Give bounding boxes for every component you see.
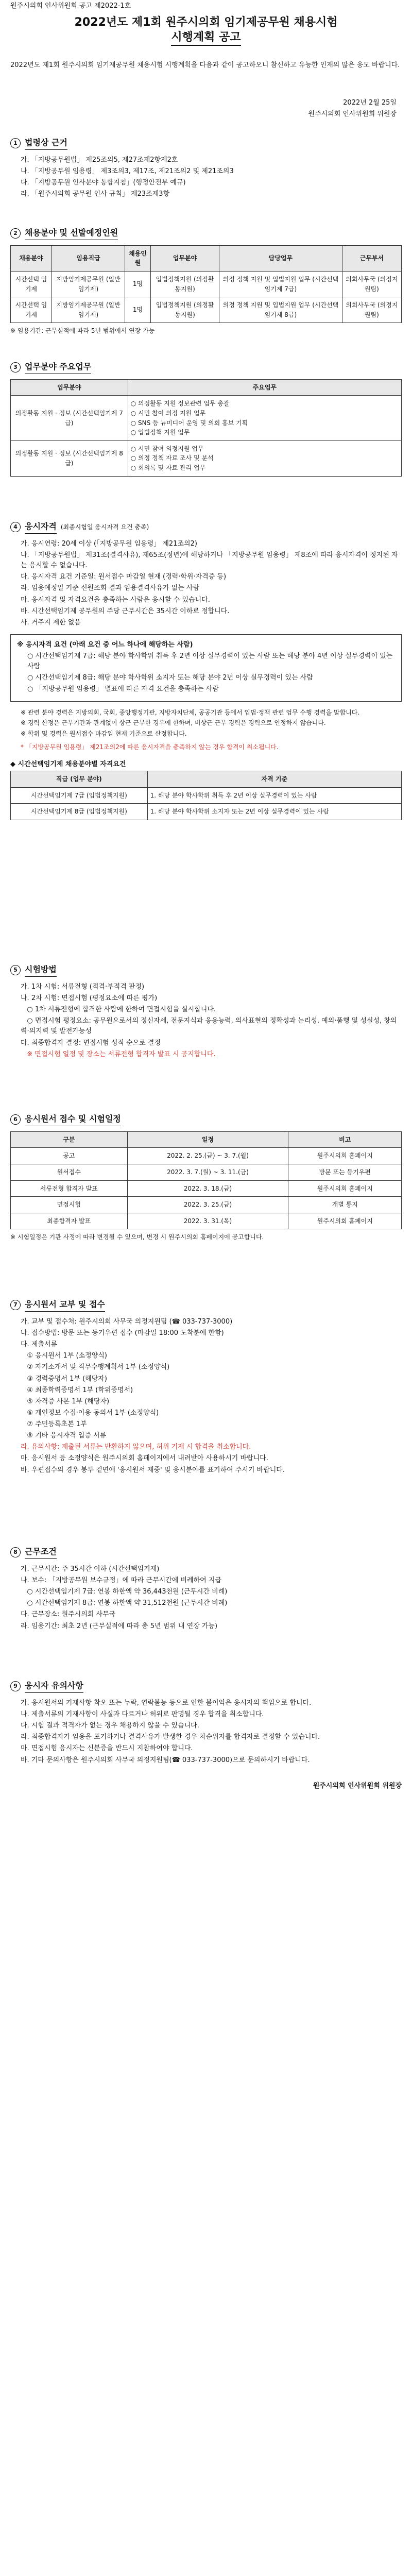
- list-item: 다. 「지방공무원 인사분야 통합지침」(행정안전부 예규): [21, 179, 186, 187]
- table-cell: 의정 정책 지원 및 입법지원 업무 (시간선택임기제 7급): [219, 271, 342, 297]
- list-item: ○ 시간선택임기제 8급: 해당 분야 학사학위 소지자 또는 해당 분야 2년 이상 실무경력이 있는 사람: [27, 674, 313, 682]
- warning-note: * 「지방공무원 임용령」 제21조의2에 따른 응시자격을 충족하지 않는 경우 합격이 취소됩니다.: [21, 743, 279, 751]
- list-item: ⑤ 자격증 사본 1부 (해당자): [21, 1397, 110, 1405]
- section-subtitle: (최종시험일 응시자격 요건 충족): [60, 523, 149, 531]
- list-item: 나. 제출서류의 기재사항이 사실과 다르거나 허위로 판명될 경우 합격을 취소합니다.: [21, 1710, 264, 1718]
- table-header: 일정: [127, 1131, 288, 1148]
- list-item: ① 응시원서 1부 (소정양식): [21, 1352, 107, 1360]
- table-header: 비고: [288, 1131, 402, 1148]
- table-cell: 시간선택 임기제: [11, 297, 52, 323]
- list-item: 나. 「지방공무원법」 제31조(결격사유), 제65조(정년)에 해당하거나 「지방공무원 임용령」 제8조에 따라 응시자격이 정지된 자는 응시할 수 없습니다.: [21, 551, 398, 570]
- list-item: 바. 기타 문의사항은 원주시의회 사무국 의정지원팀(☎ 033-737-3000)으로 문의하시기 바랍니다.: [21, 1756, 310, 1764]
- section-title: 응시원서 접수 및 시험일정: [25, 1113, 121, 1126]
- table-cell: 의회사무국 (의정지원팀): [342, 297, 401, 323]
- section-number: 2: [10, 228, 21, 239]
- table-cell: 서류전형 합격자 발표: [11, 1180, 128, 1197]
- section-number: 3: [10, 362, 21, 372]
- table-cell: 2022. 2. 25.(금) ~ 3. 7.(월): [127, 1148, 288, 1164]
- list-item: ○ 시간선택임기제 8급: 연봉 하한액 약 31,512천원 (근무시간 비례): [21, 1599, 228, 1607]
- section-title: 시험방법: [25, 963, 57, 977]
- table-cell: 1명: [125, 297, 151, 323]
- table-cell: ○ 시민 참여 의정지원 업무 ○ 의정 정책 자료 조사 및 분석 ○ 회의록 및 자료 관리 업무: [128, 440, 401, 476]
- list-item: ○ 면접시험 평정요소: 공무원으로서의 정신자세, 전문지식과 응용능력, 의사표현의 정확성과 논리성, 예의·품행 및 성실성, 창의력·의지력 및 발전가능성: [21, 1017, 397, 1036]
- list-item: 가. 근무시간: 주 35시간 이하 (시간선택임기제): [21, 1565, 160, 1573]
- table-cell: 시간선택임기제 7급 (입법정책지원): [11, 787, 148, 804]
- table-cell: 의정활동 지원 · 정보 (시간선택임기제 8급): [11, 440, 128, 476]
- list-item: ④ 최종학력증명서 1부 (학위증명서): [21, 1386, 133, 1394]
- title-line-2: 시행계획 공고: [171, 31, 241, 46]
- list-item: ③ 경력증명서 1부 (해당자): [21, 1375, 107, 1383]
- section-application: [10, 1298, 402, 1477]
- table-header: 채용인원: [125, 245, 151, 271]
- table-cell: 2022. 3. 7.(월) ~ 3. 11.(금): [127, 1164, 288, 1180]
- page-title: [0, 15, 412, 45]
- list-item: 다. 최종합격자 결정: 면접시험 성적 순으로 결정: [21, 1039, 161, 1047]
- table-cell: 의회사무국 (의정지원팀): [342, 271, 401, 297]
- table-row: [11, 1148, 402, 1164]
- qualification-table: [10, 771, 402, 820]
- doc-number: 원주시의회 인사위원회 공고 제2022-1호: [10, 2, 131, 10]
- publisher-org: 원주시의회 인사위원회 위원장: [308, 110, 397, 118]
- table-cell: 지방임기제공무원 (일반임기제): [52, 297, 125, 323]
- list-item: 마. 면접시험 응시자는 신분증을 반드시 지참하여야 합니다.: [21, 1744, 193, 1753]
- table-header: 업무분야: [11, 379, 128, 396]
- table-header: 업무분야: [150, 245, 219, 271]
- section-title: 응시자 유의사항: [25, 1680, 83, 1693]
- table-row: [11, 271, 402, 297]
- list-item: 사. 거주지 제한 없음: [21, 618, 81, 626]
- section-legal-basis: [10, 137, 402, 200]
- table-row: [11, 1180, 402, 1197]
- table-header: 근무부서: [342, 245, 401, 271]
- table-header: 담당업무: [219, 245, 342, 271]
- list-item: ⑥ 개인정보 수집·이용 동의서 1부 (소정양식): [21, 1409, 159, 1417]
- note-line: ※ 학위 및 경력은 원서접수 마감일 현재 기준으로 산정합니다.: [21, 730, 187, 737]
- table-row: [11, 396, 402, 440]
- table-cell: 원주시의회 홈페이지: [288, 1213, 402, 1229]
- list-item: 나. 2차 시험: 면접시험 (평정요소에 따른 평가): [21, 994, 158, 1002]
- list-item: 다. 제출서류: [21, 1341, 58, 1349]
- list-item: ⑦ 주민등록초본 1부: [21, 1420, 87, 1429]
- section-work-conditions: [10, 1546, 402, 1633]
- table-cell: 면접시험: [11, 1197, 128, 1213]
- table-row: [11, 1164, 402, 1180]
- list-item: 다. 근무장소: 원주시의회 사무국: [21, 1611, 116, 1619]
- section-title: 근무조건: [25, 1546, 57, 1559]
- list-item: ※ 면접시험 일정 및 장소는 서류전형 합격자 발표 시 공지합니다.: [21, 1050, 216, 1058]
- section-main-duties: [10, 361, 402, 477]
- intro-text: 2022년도 제1회 원주시의회 임기제공무원 채용시험 시행계획을 다음과 같이 공고하오니 참신하고 유능한 인재의 많은 응모 바랍니다.: [10, 61, 400, 69]
- table-cell: 개별 통지: [288, 1197, 402, 1213]
- list-item: ○ 시간선택임기제 7급: 연봉 하한액 약 36,443천원 (근무시간 비례): [21, 1588, 228, 1596]
- table-header: 채용분야: [11, 245, 52, 271]
- requirements-box: [10, 634, 402, 702]
- table-cell: 원주시의회 홈페이지: [288, 1148, 402, 1164]
- table-cell: 2022. 3. 18.(금): [127, 1180, 288, 1197]
- section-title: 채용분야 및 선발예정인원: [25, 227, 118, 240]
- list-item: 가. 「지방공무원법」 제25조의5, 제27조제2항제2호: [21, 156, 178, 164]
- section-exam-method: [10, 963, 402, 1061]
- section-title: 응시원서 교부 및 접수: [25, 1298, 105, 1312]
- section-number: 4: [10, 522, 21, 532]
- table-cell: 지방임기제공무원 (일반임기제): [52, 271, 125, 297]
- section-number: 1: [10, 138, 21, 148]
- list-item: 바. 우편접수의 경우 봉투 겉면에 '응시원서 재중' 및 응시분야를 표기하여 주시기 바랍니다.: [21, 1466, 285, 1474]
- list-item: 바. 시간선택임기제 공무원의 주당 근무시간은 35시간 이하로 정합니다.: [21, 607, 230, 615]
- section-title: 업무분야 주요업무: [25, 361, 91, 374]
- duties-table: [10, 379, 402, 477]
- recruitment-table: [10, 245, 402, 324]
- table-cell: 시간선택임기제 8급 (입법정책지원): [11, 804, 148, 820]
- table-row: [11, 804, 402, 820]
- publish-date: 2022년 2월 25일: [343, 99, 397, 107]
- table-header: 자격 기준: [147, 771, 401, 788]
- table-cell: 2022. 3. 25.(금): [127, 1197, 288, 1213]
- table-header: 임용직급: [52, 245, 125, 271]
- table-cell: 입법정책지원 (의정활동지원): [150, 271, 219, 297]
- list-item: 가. 1차 시험: 서류전형 (적격·부적격 판정): [21, 982, 145, 991]
- section-number: 5: [10, 965, 21, 975]
- section-cautions: [10, 1680, 402, 1792]
- list-item: ○ 시간선택임기제 7급: 해당 분야 학사학위 취득 후 2년 이상 실무경력이 있는 사람 또는 해당 분야 4년 이상 실무경력이 있는 사람: [27, 652, 395, 671]
- list-item: 다. 응시자격 요건 기준일: 원서접수 마감일 현재 (경력·학위·자격증 등): [21, 573, 227, 581]
- note-line: ※ 관련 분야 경력은 지방의회, 국회, 중앙행정기관, 지방자치단체, 공공기관 등에서 입법·정책 관련 업무 수행 경력을 말합니다.: [21, 708, 360, 716]
- list-item: 가. 교부 및 접수처: 원주시의회 사무국 의정지원팀 (☎ 033-737-3000): [21, 1317, 233, 1326]
- table-cell: 원서접수: [11, 1164, 128, 1180]
- section-number: 9: [10, 1681, 21, 1691]
- list-item: 마. 응시자격 및 자격요건을 충족하는 사람은 응시할 수 있습니다.: [21, 596, 210, 604]
- table-cell: 의정활동 지원 · 정보 (시간선택임기제 7급): [11, 396, 128, 440]
- list-item: 가. 응시연령: 20세 이상 (「지방공무원 임용령」 제21조의2): [21, 539, 197, 548]
- table-row: [11, 440, 402, 476]
- table-cell: 의정 정책 지원 및 입법지원 업무 (시간선택임기제 8급): [219, 297, 342, 323]
- table-header: 구분: [11, 1131, 128, 1148]
- table-cell: 원주시의회 홈페이지: [288, 1180, 402, 1197]
- list-item: ⑧ 기타 응시자격 입증 서류: [21, 1432, 107, 1440]
- list-item: 라. 최종합격자가 임용을 포기하거나 결격사유가 발생한 경우 차순위자를 합격자로 결정할 수 있습니다.: [21, 1733, 320, 1741]
- table-cell: 최종합격자 발표: [11, 1213, 128, 1229]
- title-line-1: 2022년도 제1회 원주시의회 임기제공무원 채용시험: [74, 16, 338, 29]
- section-title: 응시자격: [25, 520, 57, 534]
- list-item: 라. 「원주시의회 공무원 인사 규칙」 제23조제3항: [21, 190, 170, 198]
- list-item: 라. 임용기간: 최초 2년 (근무실적에 따라 총 5년 범위 내 연장 가능): [21, 1622, 218, 1630]
- table-cell: ○ 의정활동 지원 정보관련 업무 총괄 ○ 시민 참여 의정 지원 업무 ○ SNS 등 뉴미디어 운영 및 의회 홍보 기획 ○ 입법정책 지원 업무: [128, 396, 401, 440]
- list-item: ② 자기소개서 및 직무수행계획서 1부 (소정양식): [21, 1363, 170, 1371]
- section-recruitment-fields: [10, 227, 402, 337]
- table-cell: 방문 또는 등기우편: [288, 1164, 402, 1180]
- section-number: 6: [10, 1114, 21, 1125]
- table-row: [11, 787, 402, 804]
- schedule-note: ※ 시험일정은 기관 사정에 따라 변경될 수 있으며, 변경 시 원주시의회 홈페이지에 공고합니다.: [10, 1233, 264, 1241]
- table-row: [11, 1213, 402, 1229]
- table-cell: 1명: [125, 271, 151, 297]
- table-header: 주요업무: [128, 379, 401, 396]
- section-eligibility: [10, 520, 402, 820]
- list-item: 나. 접수방법: 방문 또는 등기우편 접수 (마감일 18:00 도착분에 한함): [21, 1329, 224, 1337]
- table-cell: 시간선택 임기제: [11, 271, 52, 297]
- section-number: 8: [10, 1547, 21, 1557]
- table-note: ※ 임용기간: 근무실적에 따라 5년 범위에서 연장 가능: [10, 327, 155, 335]
- table-cell: 입법정책지원 (의정활동지원): [150, 297, 219, 323]
- schedule-table: [10, 1131, 402, 1230]
- list-item: 나. 「지방공무원 임용령」 제3조의3, 제17조, 제21조의2 및 제21조의3: [21, 167, 234, 175]
- list-item: 라. 임용예정일 기준 신원조회 결과 임용결격사유가 없는 사람: [21, 584, 200, 592]
- list-item: ○ 「지방공무원 임용령」 별표에 따른 자격 요건을 충족하는 사람: [27, 685, 219, 693]
- requirements-title: ※ 응시자격 요건 (아래 요건 중 어느 하나에 해당하는 사람): [17, 640, 193, 649]
- qualification-table-title: ◆ 시간선택임기제 채용분야별 자격요건: [10, 760, 126, 768]
- table-row: [11, 1197, 402, 1213]
- list-item: ○ 1차 서류전형에 합격한 사람에 한하여 면접시험을 실시합니다.: [21, 1006, 216, 1014]
- table-cell: 2022. 3. 31.(목): [127, 1213, 288, 1229]
- list-item: 마. 응시원서 등 소정양식은 원주시의회 홈페이지에서 내려받아 사용하시기 바랍니다.: [21, 1454, 268, 1463]
- table-cell: 1. 해당 분야 학사학위 소지자 또는 2년 이상 실무경력이 있는 사람: [147, 804, 401, 820]
- footer-org: 원주시의회 인사위원회 위원장: [313, 1782, 402, 1790]
- list-item: 가. 응시원서의 기재사항 착오 또는 누락, 연락불능 등으로 인한 불이익은 응시자의 책임으로 합니다.: [21, 1699, 312, 1707]
- list-item: 나. 보수: 「지방공무원 보수규정」에 따라 근무시간에 비례하여 지급: [21, 1576, 221, 1584]
- table-cell: 공고: [11, 1148, 128, 1164]
- section-title: 법령상 근거: [25, 137, 67, 150]
- section-schedule: [10, 1113, 402, 1243]
- table-row: [11, 297, 402, 323]
- table-header: 직급 (업무 분야): [11, 771, 148, 788]
- list-item: 다. 시험 결과 적격자가 없는 경우 채용하지 않을 수 있습니다.: [21, 1722, 199, 1730]
- list-item: 라. 유의사항: 제출된 서류는 반환하지 않으며, 허위 기재 시 합격을 취소합니다.: [21, 1443, 251, 1451]
- table-cell: 1. 해당 분야 학사학위 취득 후 2년 이상 실무경력이 있는 사람: [147, 787, 401, 804]
- note-line: ※ 경력 산정은 근무기간과 관계없이 상근 근무한 경우에 한하며, 비상근 근무 경력은 경력으로 인정하지 않습니다.: [21, 719, 326, 727]
- section-number: 7: [10, 1300, 21, 1310]
